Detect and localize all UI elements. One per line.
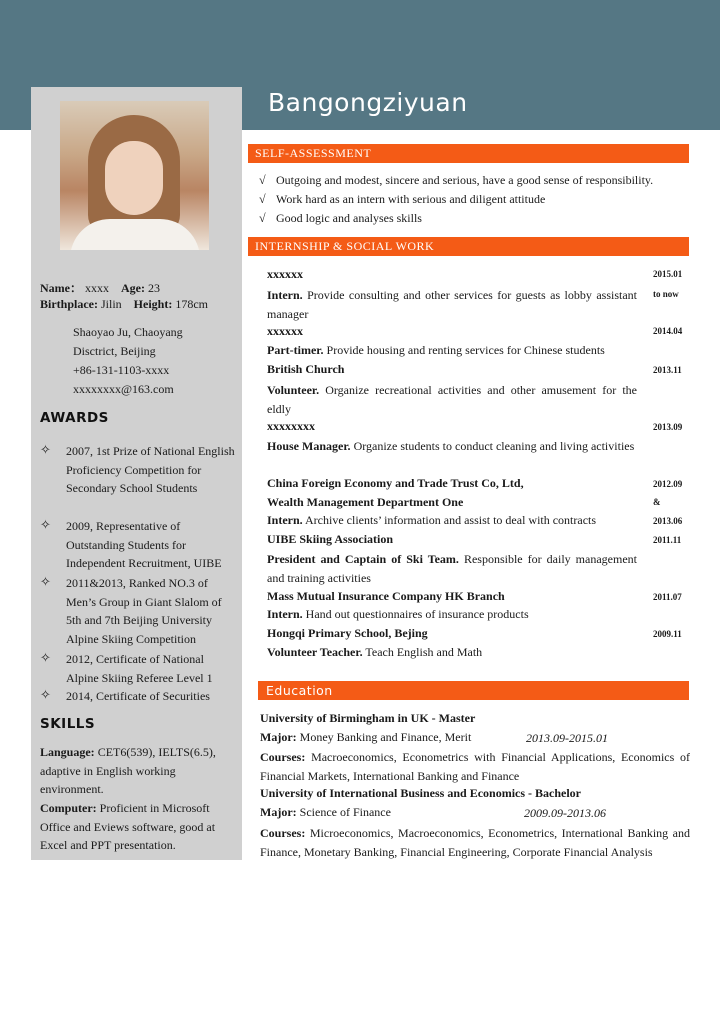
award-item <box>40 517 235 573</box>
dept-name: Wealth Management Department One <box>267 495 464 509</box>
work-date-end: to now <box>653 289 679 299</box>
name-value: xxxx <box>85 281 109 295</box>
language-skill <box>40 743 235 799</box>
major-label: Major: <box>260 805 297 819</box>
assessment-text: Good logic and analyses skills <box>276 211 422 225</box>
role-label: Part-timer. <box>267 343 324 357</box>
desc-text: Responsible for daily management and training activities <box>267 552 637 585</box>
edu-major <box>260 805 391 820</box>
internship-heading: INTERNSHIP & SOCIAL WORK <box>248 237 689 256</box>
address-line-1: Shaoyao Ju, Chaoyang <box>73 325 183 339</box>
address-line-2: Disctrict, Beijing <box>73 344 156 358</box>
work-date: 2012.09 <box>653 479 683 489</box>
work-desc <box>267 550 637 588</box>
org-name: xxxxxx <box>267 267 303 281</box>
major-label: Major: <box>260 730 297 744</box>
org-name: British Church <box>267 362 345 376</box>
height-label: Height: <box>133 297 173 311</box>
desc-text: Archive clients’ information and assist to deal with contracts <box>305 513 597 527</box>
major-text: Science of Finance <box>299 805 391 819</box>
school-name: University of International Business and Economics - Bachelor <box>260 786 582 800</box>
desc-text: Provide consulting and other services for guests as lobby assistant manager <box>267 288 637 321</box>
school-name: University of Birmingham in UK - Master <box>260 711 476 725</box>
desc-text: Organize recreational activities and other amusement for the eldly <box>267 383 637 416</box>
major-text: Money Banking and Finance, Merit <box>299 730 472 744</box>
edu-major <box>260 730 471 745</box>
role-label: President and Captain of Ski Team. <box>267 552 459 566</box>
work-date: 2013.09 <box>653 422 683 432</box>
edu-school <box>260 786 581 801</box>
work-org <box>267 532 393 547</box>
name-label: Name： <box>40 281 82 295</box>
role-label: Volunteer Teacher. <box>267 645 363 659</box>
work-desc <box>267 343 605 358</box>
work-desc <box>267 286 637 324</box>
award-text: 2012, Certificate of National Alpine Skiing Referee Level 1 <box>66 652 213 685</box>
org-name: UIBE Skiing Association <box>267 532 394 546</box>
work-date: 2009.11 <box>653 629 682 639</box>
desc-text: Provide housing and renting services for Chinese students <box>326 343 605 357</box>
sparkle-bullet-icon: ✧ <box>40 517 51 532</box>
work-org <box>267 626 428 641</box>
work-desc <box>267 513 596 528</box>
award-text: 2009, Representative of Outstanding Students for Independent Recruitment, UIBE <box>66 519 222 570</box>
edu-courses <box>260 748 690 786</box>
assessment-item <box>259 211 422 226</box>
age-label: Age: <box>121 281 145 295</box>
sparkle-bullet-icon: ✧ <box>40 574 51 589</box>
award-text: 2007, 1st Prize of National English Proficiency Competition for Secondary School Students <box>66 444 235 495</box>
work-date: 2014.04 <box>653 326 683 336</box>
check-icon: √ <box>259 211 266 225</box>
work-date-sep: & <box>653 497 661 507</box>
phone-number: +86-131-1103-xxxx <box>73 363 170 377</box>
work-org <box>267 476 524 491</box>
assessment-item <box>259 192 545 207</box>
work-org <box>267 362 344 377</box>
sparkle-bullet-icon: ✧ <box>40 687 51 702</box>
courses-text: Microeconomics, Macroeconomics, Econometrics, International Banking and Finance, Monetary Banking, Financial Engineering, Corporate Financial Analysis <box>260 826 691 859</box>
check-icon: √ <box>259 192 266 206</box>
check-icon: √ <box>259 173 266 187</box>
award-text: 2011&2013, Ranked NO.3 of Men’s Group in Giant Slalom of 5th and 7th Beijing University Alpine Skiing Competition <box>66 576 222 646</box>
role-label: Intern. <box>267 288 303 302</box>
edu-dates: 2013.09-2015.01 <box>526 731 608 745</box>
work-org <box>267 589 505 604</box>
role-label: Volunteer. <box>267 383 320 397</box>
desc-text: Teach English and Math <box>365 645 483 659</box>
role-label: Intern. <box>267 607 303 621</box>
self-assessment-heading: SELF-ASSESSMENT <box>248 144 689 163</box>
birthplace-label: Birthplace: <box>40 297 98 311</box>
work-date: 2011.07 <box>653 592 682 602</box>
org-name: Hongqi Primary School, Bejing <box>267 626 428 640</box>
award-text: 2014, Certificate of Securities <box>66 689 210 703</box>
org-name: Mass Mutual Insurance Company HK Branch <box>267 589 505 603</box>
org-name: China Foreign Economy and Trade Trust Co, Ltd, <box>267 476 524 490</box>
org-name: xxxxxx <box>267 324 303 338</box>
awards-heading: AWARDS <box>40 410 109 426</box>
org-name: xxxxxxxx <box>267 419 315 433</box>
work-date: 2011.11 <box>653 535 682 545</box>
contact-block <box>73 323 183 399</box>
resume-name: Bangongziyuan <box>268 88 468 117</box>
assessment-text: Work hard as an intern with serious and diligent attitude <box>276 192 546 206</box>
photo-shirt <box>70 219 200 250</box>
height-value: 178cm <box>175 297 209 311</box>
skills-heading: SKILLS <box>40 716 96 732</box>
assessment-text: Outgoing and modest, sincere and serious, have a good sense of responsibility. <box>276 173 654 187</box>
award-item <box>40 687 235 706</box>
work-date-end: 2013.06 <box>653 516 683 526</box>
work-org-dept <box>267 495 463 510</box>
sparkle-bullet-icon: ✧ <box>40 442 51 457</box>
photo-face <box>105 141 163 215</box>
computer-skill <box>40 799 235 855</box>
courses-label: Courses: <box>260 750 306 764</box>
work-date: 2013.11 <box>653 365 682 375</box>
age-value: 23 <box>148 281 160 295</box>
education-heading: Education <box>258 681 689 700</box>
name-age-line <box>40 279 160 296</box>
birthplace-value: Jilin <box>101 297 122 311</box>
courses-text: Macroeconomics, Econometrics with Financial Applications, Economics of Financial Markets, International Banking and Finance <box>260 750 691 783</box>
edu-school <box>260 711 475 726</box>
courses-label: Courses: <box>260 826 306 840</box>
work-org <box>267 419 315 434</box>
award-item <box>40 650 235 687</box>
work-desc <box>267 645 482 660</box>
computer-text: Proficient in Microsoft Office and Eviews software, good at Excel and PPT presentation. <box>40 801 216 852</box>
role-label: House Manager. <box>267 439 351 453</box>
work-desc <box>267 607 529 622</box>
edu-dates: 2009.09-2013.06 <box>524 806 606 820</box>
edu-courses <box>260 824 690 862</box>
work-date: 2015.01 <box>653 269 683 279</box>
award-item <box>40 442 235 498</box>
language-label: Language: <box>40 745 95 759</box>
computer-label: Computer: <box>40 801 97 815</box>
assessment-item <box>259 173 653 188</box>
work-desc <box>267 437 637 456</box>
work-org <box>267 324 303 339</box>
work-org <box>267 267 303 282</box>
award-item <box>40 574 235 648</box>
work-desc <box>267 381 637 419</box>
birthplace-height-line <box>40 297 208 312</box>
desc-text: Organize students to conduct cleaning and living activities <box>353 439 635 453</box>
sparkle-bullet-icon: ✧ <box>40 650 51 665</box>
desc-text: Hand out questionnaires of insurance products <box>305 607 529 621</box>
language-text: CET6(539), IELTS(6.5), adaptive in English working environment. <box>40 745 216 796</box>
role-label: Intern. <box>267 513 303 527</box>
email-address: xxxxxxxx@163.com <box>73 382 174 396</box>
profile-photo <box>60 101 209 250</box>
